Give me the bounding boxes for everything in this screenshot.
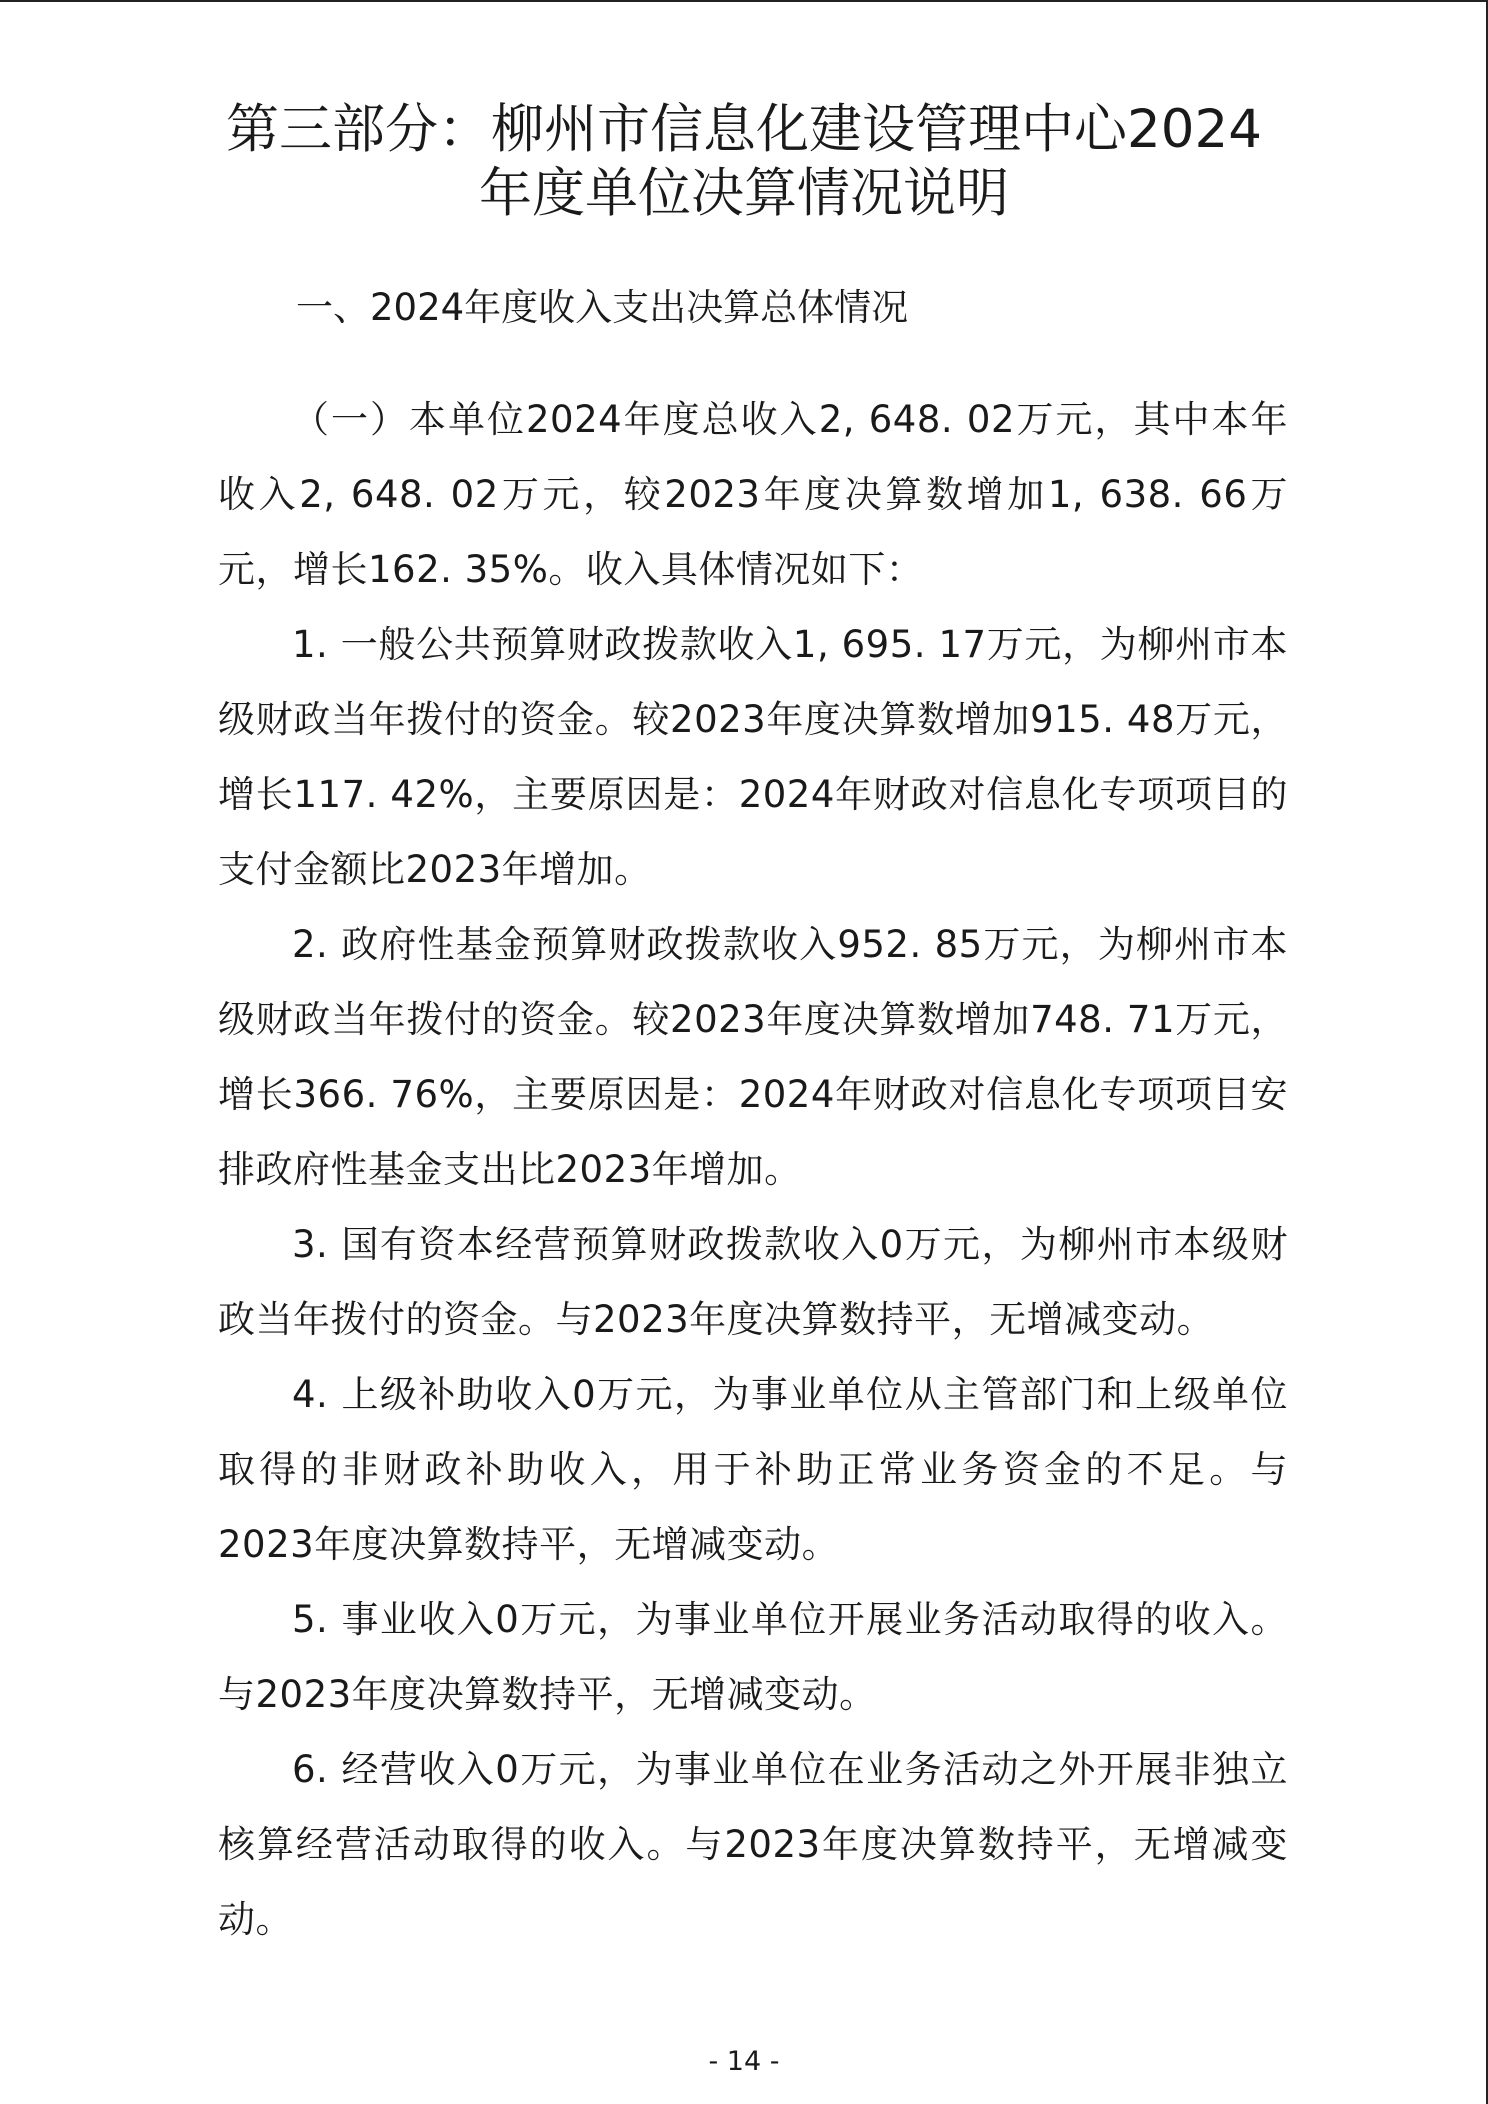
paragraph-general-budget: 1. 一般公共预算财政拨款收入1, 695. 17万元，为柳州市本级财政当年拨付的资金。较2023年度决算数增加915. 48万元，增长117. 42%，主要原因是：2024年财政对信息化专项项目的支付金额比2023年增加。 [218, 623, 1288, 891]
paragraph-government-fund: 2. 政府性基金预算财政拨款收入952. 85万元，为柳州市本级财政当年拨付的资金。较2023年度决算数增加748. 71万元，增长366. 76%，主要原因是：2024年财政对信息化专项项目安排政府性基金支出比2023年增加。 [218, 923, 1288, 1191]
page-number: - 14 - [708, 2046, 780, 2077]
title-line-2: 年度单位决算情况说明 [479, 163, 1009, 224]
paragraph-state-capital: 3. 国有资本经营预算财政拨款收入0万元，为柳州市本级财政当年拨付的资金。与2023年度决算数持平，无增减变动。 [218, 1223, 1288, 1341]
title-line-1: 第三部分：柳州市信息化建设管理中心2024 [226, 99, 1262, 160]
paragraph-superior-subsidy: 4. 上级补助收入0万元，为事业单位从主管部门和上级单位取得的非财政补助收入，用于补助正常业务资金的不足。与2023年度决算数持平，无增减变动。 [218, 1373, 1288, 1566]
paragraph-total-income: （一）本单位2024年度总收入2, 648. 02万元，其中本年收入2, 648. 02万元，较2023年度决算数增加1, 638. 66万元，增长162. 35%。收入具体情况如下： [218, 398, 1288, 591]
body-text [218, 382, 1288, 1957]
paragraph-business-income: 5. 事业收入0万元，为事业单位开展业务活动取得的收入。与2023年度决算数持平，无增减变动。 [218, 1598, 1288, 1716]
section-heading: 一、2024年度收入支出决算总体情况 [296, 286, 909, 329]
paragraph-operating-income: 6. 经营收入0万元，为事业单位在业务活动之外开展非独立核算经营活动取得的收入。与2023年度决算数持平，无增减变动。 [218, 1748, 1288, 1941]
document-title [140, 98, 1348, 226]
